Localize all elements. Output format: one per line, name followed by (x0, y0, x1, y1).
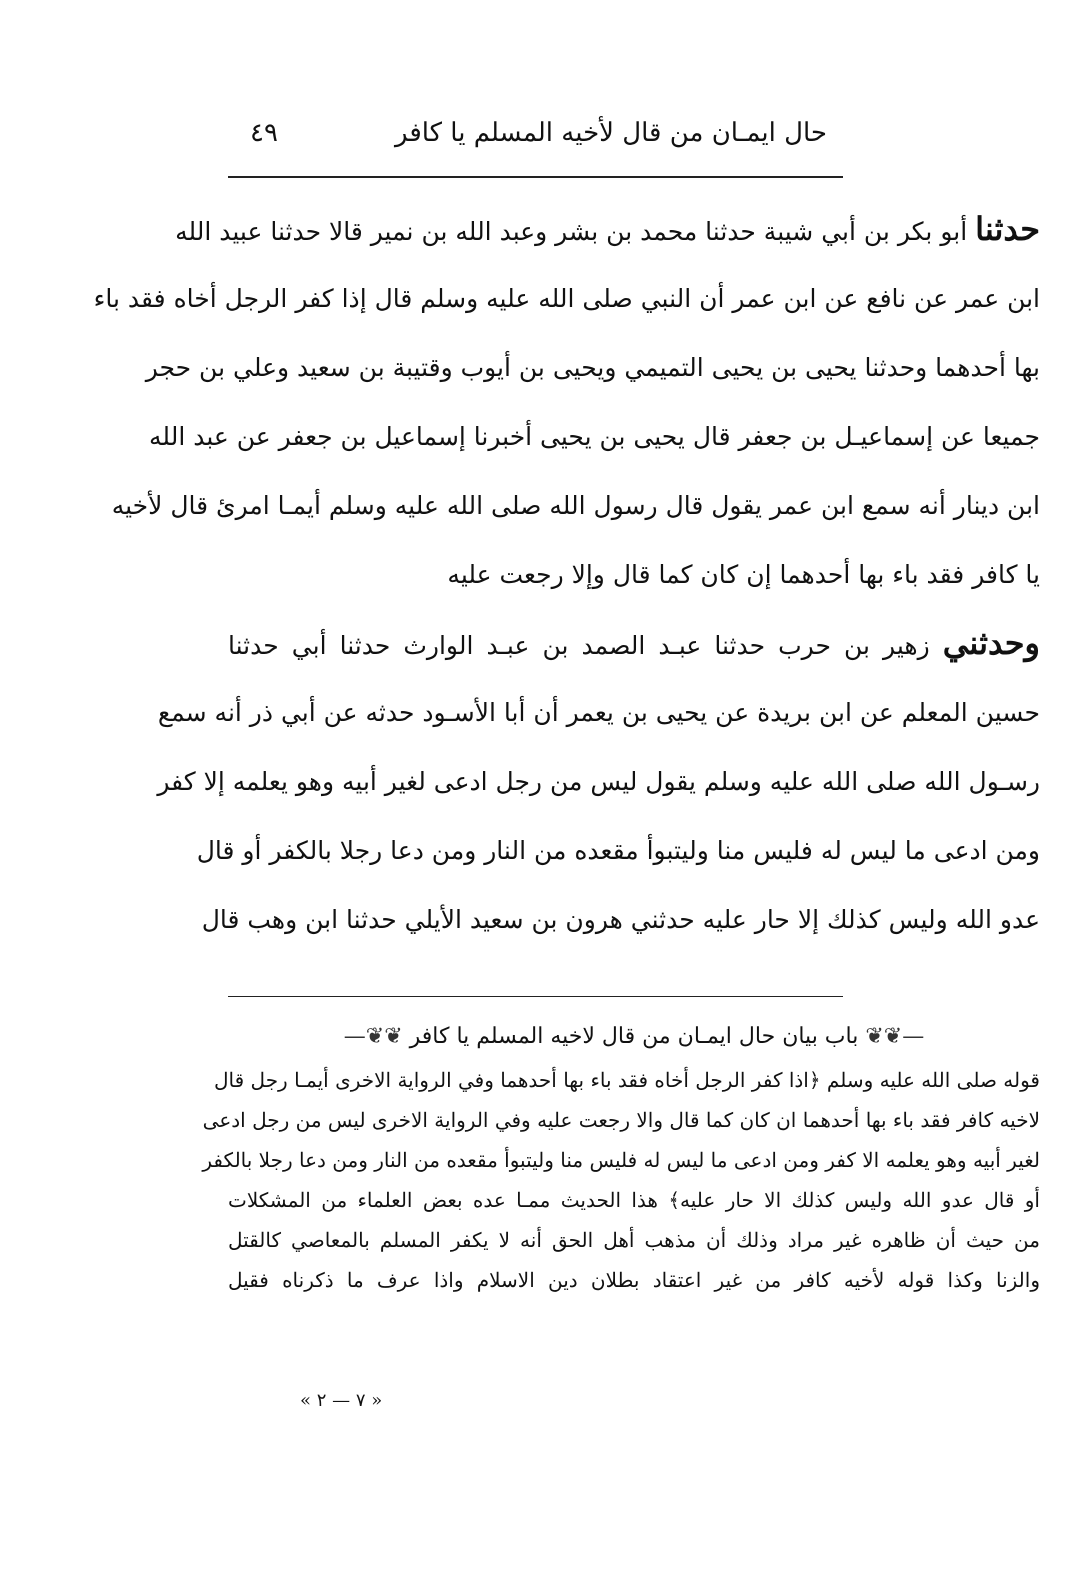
commentary (202, 1014, 1040, 1300)
line-text: أبو بكر بن أبي شيبة حدثنا محمد بن بشر وعبد الله بن نمير قالا حدثنا عبيد الله (175, 217, 968, 246)
text-line (157, 747, 1040, 816)
line-text: ومن ادعى ما ليس له فليس منا وليتبوأ مقعده من النار ومن دعا رجلا بالكفر أو قال (196, 836, 1040, 865)
line-text: ابن عمر عن نافع عن ابن عمر أن النبي صلى الله عليه وسلم قال إذا كفر الرجل أخاه فقد باء (93, 284, 1040, 313)
text-line (196, 816, 1040, 885)
text-line (201, 885, 1040, 954)
page-number: ٤٩ (250, 118, 278, 148)
narration-keyword: حدثنا (975, 210, 1040, 248)
commentary-line: أو قال عدو الله وليس كذلك الا حار عليه﴾ هذا الحديث ممـا عده بعض العلماء من المشكلات (228, 1188, 1040, 1212)
signature-mark: « ٧ — ٢ » (300, 1390, 383, 1411)
text-line (175, 195, 1040, 264)
commentary-line: قوله صلى الله عليه وسلم ﴿اذا كفر الرجل أخاه فقد باء بها أحدهما وفي الرواية الاخرى أيمـا رجل قال (214, 1068, 1040, 1092)
line-text: زهير بن حرب حدثنا عبـد الصمد بن عبـد الوارث حدثنا أبي حدثنا (228, 631, 930, 660)
commentary-lines (202, 1060, 1040, 1300)
line-text: بها أحدهما وحدثنا يحيى بن يحيى التميمي ويحيى بن أيوب وقتيبة بن سعيد وعلي بن حجر (145, 353, 1040, 382)
commentary-divider (228, 996, 843, 997)
line-text: جميعا عن إسماعيـل بن جعفر قال يحيى بن يحيى أخبرنا إسماعيل بن جعفر عن عبد الله (149, 422, 1040, 451)
line-text: حسين المعلم عن ابن بريدة عن يحيى بن يعمر أن أبا الأسـود حدثه عن أبي ذر أنه سمع (157, 698, 1040, 727)
line-text: يا كافر فقد باء بها أحدهما إن كان كما قال وإلا رجعت عليه (447, 560, 1040, 589)
commentary-line: من حيث أن ظاهره غير مراد وذلك أن مذهب أهل الحق أنه لا يكفر المسلم بالمعاصي كالقتل (228, 1228, 1040, 1252)
narration-keyword: وحدثني (942, 624, 1040, 662)
text-line (149, 402, 1040, 471)
commentary-line: لغير أبيه وهو يعلمه الا كفر ومن ادعى ما ليس له فليس منا وليتبوأ مقعده من النار ومن دعا رجلا بالكفر (202, 1148, 1040, 1172)
line-text: عدو الله وليس كذلك إلا حار عليه حدثني هرون بن سعيد الأيلي حدثنا ابن وهب قال (201, 905, 1040, 934)
text-line (93, 264, 1040, 333)
header-rule (228, 176, 843, 178)
text-line (157, 678, 1040, 747)
text-line (145, 333, 1040, 402)
chapter-heading (228, 1014, 1040, 1060)
line-text: رسـول الله صلى الله عليه وسلم يقول ليس من رجل ادعى لغير أبيه وهو يعلمه إلا كفر (157, 767, 1040, 796)
text-line (111, 471, 1040, 540)
ornament-left: ❦❦— (343, 1024, 403, 1049)
text-line (228, 540, 1040, 609)
ornament-right: —❦❦ (865, 1024, 925, 1049)
commentary-line: والزنا وكذا قوله لأخيه كافر من غير اعتقاد بطلان دين الاسلام واذا عرف ما ذكرناه فقيل (228, 1268, 1040, 1292)
text-line (228, 609, 1040, 678)
chapter-heading-text: باب بيان حال ايمـان من قال لاخيه المسلم يا كافر (409, 1024, 859, 1049)
line-text: ابن دينار أنه سمع ابن عمر يقول قال رسول الله صلى الله عليه وسلم أيمـا امرئ قال لأخيه (111, 491, 1040, 520)
commentary-line: لاخيه كافر فقد باء بها أحدهما ان كان كما قال والا رجعت عليه وفي الرواية الاخرى ليس من رجل ادعى (202, 1108, 1040, 1132)
hadith-text (93, 195, 1040, 954)
header-title: حال ايمـان من قال لأخيه المسلم يا كافر (394, 118, 827, 148)
running-header (240, 118, 827, 158)
